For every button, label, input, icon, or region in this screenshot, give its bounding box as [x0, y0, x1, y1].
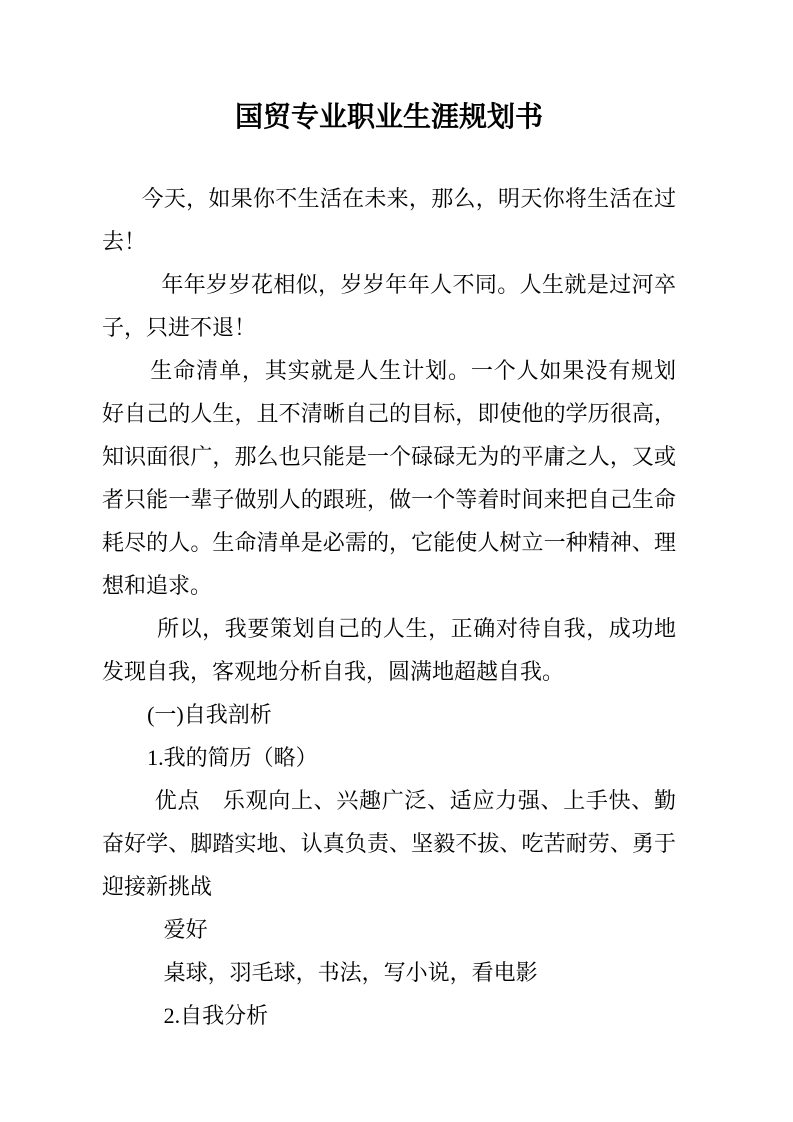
paragraph-intro-today: 今天，如果你不生活在未来，那么，明天你将生活在过去！ [102, 186, 676, 254]
paragraph-plan-self: 所以，我要策划自己的人生，正确对待自我，成功地发现自我，客观地分析自我，圆满地超越自我。 [102, 616, 676, 684]
paragraph-advantages: 优点 乐观向上、兴趣广泛、适应力强、上手快、勤奋好学、脚踏实地、认真负责、坚毅不拔、吃苦耐劳、勇于迎接新挑战 [102, 788, 676, 899]
heading-my-resume: 1.我的简历（略） [147, 745, 318, 770]
paragraph-hobby-label: 爱好 [163, 917, 208, 942]
heading-self-analysis: 2.自我分析 [163, 1003, 269, 1028]
paragraph-hobby-list: 桌球，羽毛球，书法，写小说，看电影 [163, 960, 538, 985]
paragraph-life-list: 生命清单，其实就是人生计划。一个人如果没有规划好自己的人生，且不清晰自己的目标，即使他的学历很高，知识面很广，那么也只能是一个碌碌无为的平庸之人，又或者只能一辈子做别人的跟班，做一个等着时间来把自己生命耗尽的人。生命清单是必需的，它能使人树立一种精神、理想和追求。 [102, 358, 676, 598]
document-title: 国贸专业职业生涯规划书 [234, 102, 543, 133]
document-body [102, 177, 676, 1037]
heading-section-self-examination: (一)自我剖析 [147, 702, 272, 727]
paragraph-years-saying: 年年岁岁花相似，岁岁年年人不同。人生就是过河卒子，只进不退！ [102, 272, 676, 340]
